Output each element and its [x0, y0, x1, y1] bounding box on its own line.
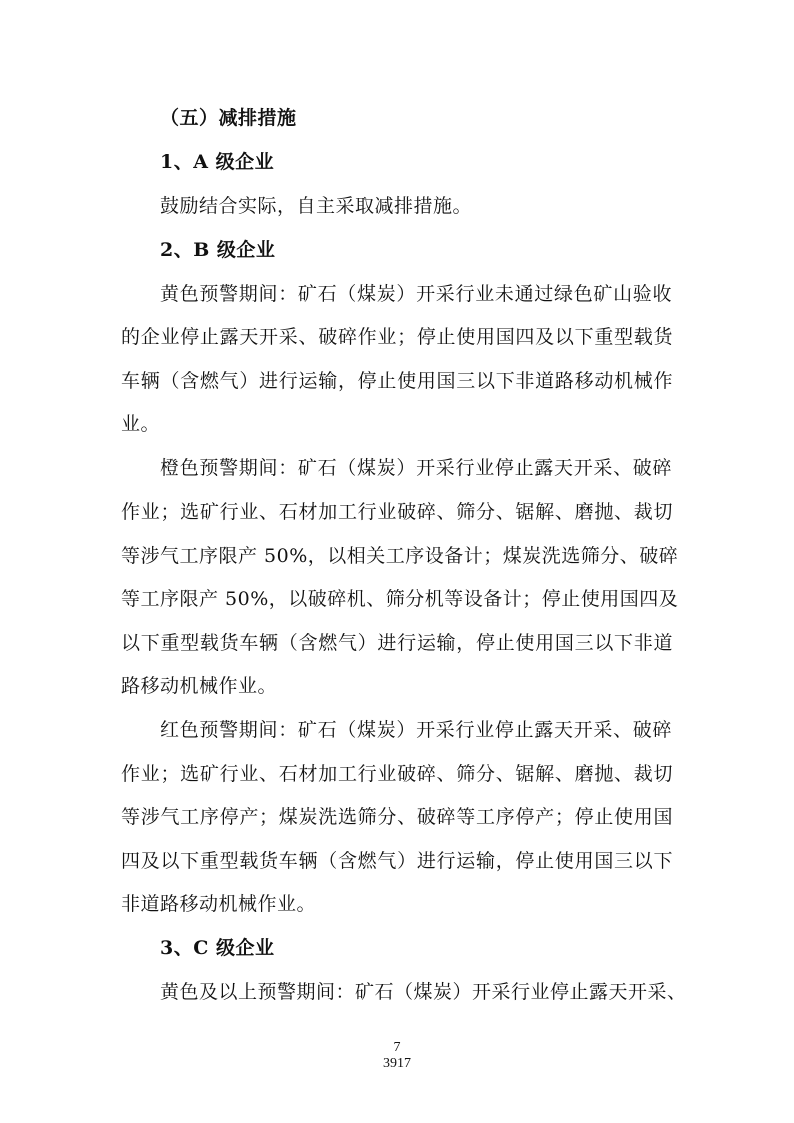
- level-a-paragraph: 鼓励结合实际，自主采取减排措施。: [160, 195, 473, 217]
- level-b-red-line: 作业；选矿行业、石材加工行业破碎、筛分、锯解、磨抛、裁切: [121, 763, 673, 785]
- level-b-orange-line: 以下重型载货车辆（含燃气）进行运输，停止使用国三以下非道: [121, 632, 673, 654]
- level-b-orange-line: 等工序限产 50%，以破碎机、筛分机等设备计；停止使用国四及: [121, 588, 679, 610]
- level-c-heading: 3、C 级企业: [160, 937, 275, 959]
- level-b-red-line: 四及以下重型载货车辆（含燃气）进行运输，停止使用国三以下: [121, 850, 673, 872]
- level-b-yellow-line: 车辆（含燃气）进行运输，停止使用国三以下非道路移动机械作: [121, 370, 673, 392]
- level-b-orange-line: 作业；选矿行业、石材加工行业破碎、筛分、锯解、磨抛、裁切: [121, 501, 673, 523]
- level-b-orange-line: 橙色预警期间：矿石（煤炭）开采行业停止露天开采、破碎: [160, 457, 672, 479]
- level-c-line: 黄色及以上预警期间：矿石（煤炭）开采行业停止露天开采、: [160, 981, 687, 1003]
- level-b-orange-line: 等涉气工序限产 50%，以相关工序设备计；煤炭洗选筛分、破碎: [121, 545, 679, 567]
- level-b-red-line: 非道路移动机械作业。: [121, 893, 317, 915]
- section-title: （五）减排措施: [160, 107, 297, 129]
- page-number: 7: [393, 1040, 401, 1055]
- level-b-yellow-line: 业。: [121, 413, 161, 435]
- document-number: 3917: [383, 1056, 411, 1071]
- level-b-yellow-line: 的企业停止露天开采、破碎作业；停止使用国四及以下重型载货: [121, 326, 673, 348]
- level-b-orange-line: 路移动机械作业。: [121, 675, 278, 697]
- level-b-yellow-line: 黄色预警期间：矿石（煤炭）开采行业未通过绿色矿山验收: [160, 283, 672, 305]
- level-a-heading: 1、A 级企业: [160, 151, 275, 173]
- level-b-red-line: 红色预警期间：矿石（煤炭）开采行业停止露天开采、破碎: [160, 719, 672, 741]
- level-b-heading: 2、B 级企业: [160, 239, 276, 261]
- level-b-red-line: 等涉气工序停产；煤炭洗选筛分、破碎等工序停产；停止使用国: [121, 806, 673, 828]
